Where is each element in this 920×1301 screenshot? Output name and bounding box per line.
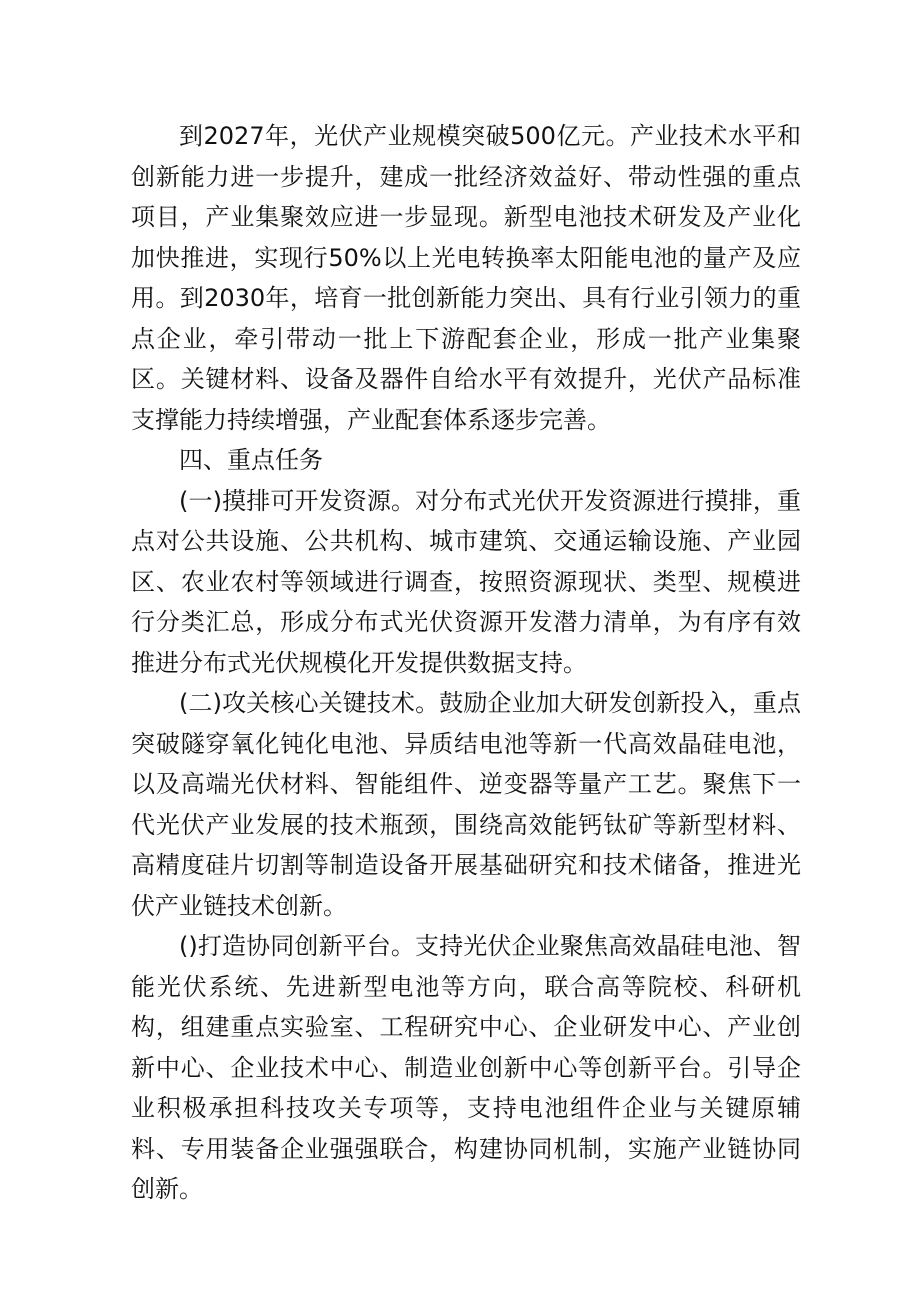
paragraph-task-3: ()打造协同创新平台。支持光伏企业聚焦高效晶硅电池、智能光伏系统、先进新型电池等方向，联合高等院校、科研机构，组建重点实验室、工程研究中心、企业研发中心、产业创新中心、企业技术中心、制造业创新中心等创新平台。引导企业积极承担科技攻关专项等，支持电池组件企业与关键原辅料、专用装备企业强强联合，构建协同机制，实施产业链协同创新。 — [131, 932, 801, 1203]
paragraph-targets: 到2027年，光伏产业规模突破500亿元。产业技术水平和创新能力进一步提升，建成一批经济效益好、带动性强的重点项目，产业集聚效应进一步显现。新型电池技术研发及产业化加快推进，实现行50%以上光电转换率太阳能电池的量产及应用。到2030年，培育一批创新能力突出、具有行业引领力的重点企业，牵引带动一批上下游配套企业，形成一批产业集聚区。关键材料、设备及器件自给水平有效提升，光伏产品标准支撑能力持续增强，产业配套体系逐步完善。 — [131, 122, 801, 434]
section-heading-key-tasks: 四、重点任务 — [179, 446, 323, 474]
paragraph-task-1: (一)摸排可开发资源。对分布式光伏开发资源进行摸排，重点对公共设施、公共机构、城市建筑、交通运输设施、产业园区、农业农村等领域进行调查，按照资源现状、类型、规模进行分类汇总，形成分布式光伏资源开发潜力清单，为有序有效推进分布式光伏规模化开发提供数据支持。 — [131, 486, 801, 677]
paragraph-task-2: (二)攻关核心关键技术。鼓励企业加大研发创新投入，重点突破隧穿氧化钝化电池、异质结电池等新一代高效晶硅电池，以及高端光伏材料、智能组件、逆变器等量产工艺。聚焦下一代光伏产业发展的技术瓶颈，围绕高效能钙钛矿等新型材料、高精度硅片切割等制造设备开展基础研究和技术储备，推进光伏产业链技术创新。 — [131, 689, 801, 920]
document-body — [131, 116, 801, 1210]
